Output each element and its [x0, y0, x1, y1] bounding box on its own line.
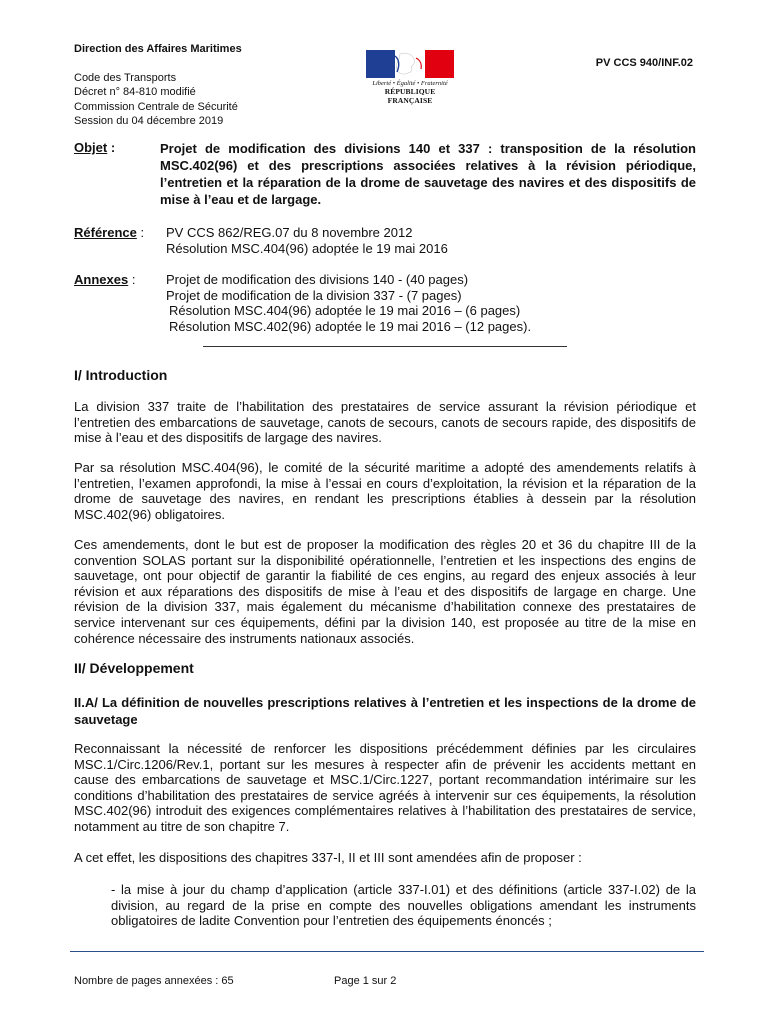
- developpement-paragraph-2: A cet effet, les dispositions des chapitres 337-I, II et III sont amendées afin de proposer :: [74, 850, 582, 865]
- separator-line: [203, 346, 567, 347]
- annexes-list: [166, 272, 531, 334]
- header-line: Code des Transports: [74, 71, 177, 84]
- annex-item: Résolution MSC.402(96) adoptée le 19 mai 2016 – (12 pages).: [169, 318, 532, 334]
- intro-paragraph-2: Par sa résolution MSC.404(96), le comité de la sécurité maritime a adopté des amendements relatifs à l’entretien, l’examen approfondi, la mise à l’essai en cours d’exploitation, la révision et la réparation de la drome de sauvetage des navires, en rendant les prescriptions établies à dessein par la résolution MSC.402(96) obligatoires.: [74, 460, 696, 522]
- marianne-profile-icon: [366, 50, 454, 78]
- logo-republic-name: RÉPUBLIQUE FRANÇAISE: [384, 87, 436, 105]
- footer-annex-count: Nombre de pages annexées : 65: [74, 975, 234, 987]
- reference-item: Résolution MSC.404(96) adoptée le 19 mai 2016: [166, 240, 448, 256]
- reference-list: [166, 225, 448, 256]
- header-block: [74, 42, 242, 129]
- footer-page-number: Page 1 sur 2: [334, 975, 397, 987]
- header-line: Décret n° 84-810 modifié: [74, 86, 196, 98]
- developpement-bullet-1: - la mise à jour du champ d’application (article 337-I.01) et des définitions (article 337-I.02) de la division, au regard de la prise en compte des nouvelles obligations amendant les instruments obligatoires de ladite Convention pour l’entretien des équipements énoncés ;: [111, 882, 696, 929]
- subsection-title-IIA: II.A/ La définition de nouvelles prescriptions relatives à l’entretien et les inspections de la drome de sauvetage: [74, 695, 696, 727]
- section-title-developpement: II/ Développement: [74, 660, 194, 676]
- header-line: Commission Centrale de Sécurité: [74, 100, 238, 113]
- annex-item: Projet de modification des divisions 140 - (40 pages): [166, 272, 469, 287]
- footer-rule: [70, 951, 704, 952]
- reference-item: PV CCS 862/REG.07 du 8 novembre 2012: [166, 225, 413, 240]
- reference-label: Référence :: [74, 225, 145, 240]
- intro-paragraph-3: Ces amendements, dont le but est de proposer la modification des règles 20 et 36 du chapitre III de la convention SOLAS portant sur la disponibilité opérationnelle, l’entretien et les inspections des engins de sauvetage, ont pour objectif de garantir la fiabilité de ces engins, au regard des enjeux associés à leur révision et aux réparations des dispositifs de mise à l’eau et des dispositifs de largage en charge. Une révision de la division 337, mais également du mécanisme d’habilitation connexe des prestataires de service intervenant sur ces équipements, défini par la division 140, est proposée au titre de la mise en cohérence nécessaire des instruments nationaux associés.: [74, 537, 696, 646]
- tricolor-flag-icon: [366, 50, 454, 78]
- section-title-introduction: I/ Introduction: [74, 367, 168, 383]
- annexes-label: Annexes :: [74, 272, 136, 287]
- developpement-paragraph-1: Reconnaissant la nécessité de renforcer les dispositions précédemment définies par les circulaires MSC.1/Circ.1206/Rev.1, portant sur les mesures à respecter afin de prévenir les accidents mettant en cause des embarcations de sauvetage et MSC.1/Circ.1227, portant recommandation intérimaire sur les conditions d’habilitation des prestataires de service agréés à intervenir sur ces équipements, la résolution MSC.402(96) introduit des exigences complémentaires relatives à l’habilitation des prestataires de service, notamment au titre de son chapitre 7.: [74, 741, 696, 834]
- annex-item: Projet de modification de la division 337 - (7 pages): [166, 287, 462, 303]
- header-line: Session du 04 décembre 2019: [74, 115, 224, 127]
- intro-paragraph-1: La division 337 traite de l’habilitation des prestataires de service assurant la révision périodique et l’entretien des embarcations de sauvetage, canots de secours, canots de secours rapide, des dispositifs de mise à l’eau et des dispositifs de largage des navires.: [74, 399, 696, 446]
- objet-text: Projet de modification des divisions 140 et 337 : transposition de la résolution MSC.402(96) et des prescriptions associées relatives à la révision périodique, l’entretien et la réparation de la drome de sauvetage des navires et des dispositifs de mise à l’eau et de largage.: [160, 141, 696, 207]
- document-reference-code: PV CCS 940/INF.02: [595, 57, 693, 69]
- annex-item: Résolution MSC.404(96) adoptée le 19 mai 2016 – (6 pages): [169, 303, 521, 318]
- objet-label: Objet :: [74, 140, 116, 155]
- direction-title: Direction des Affaires Maritimes: [74, 43, 242, 55]
- logo-motto: Liberté • Égalité • Fraternité: [372, 80, 448, 87]
- republique-francaise-logo: [366, 50, 456, 105]
